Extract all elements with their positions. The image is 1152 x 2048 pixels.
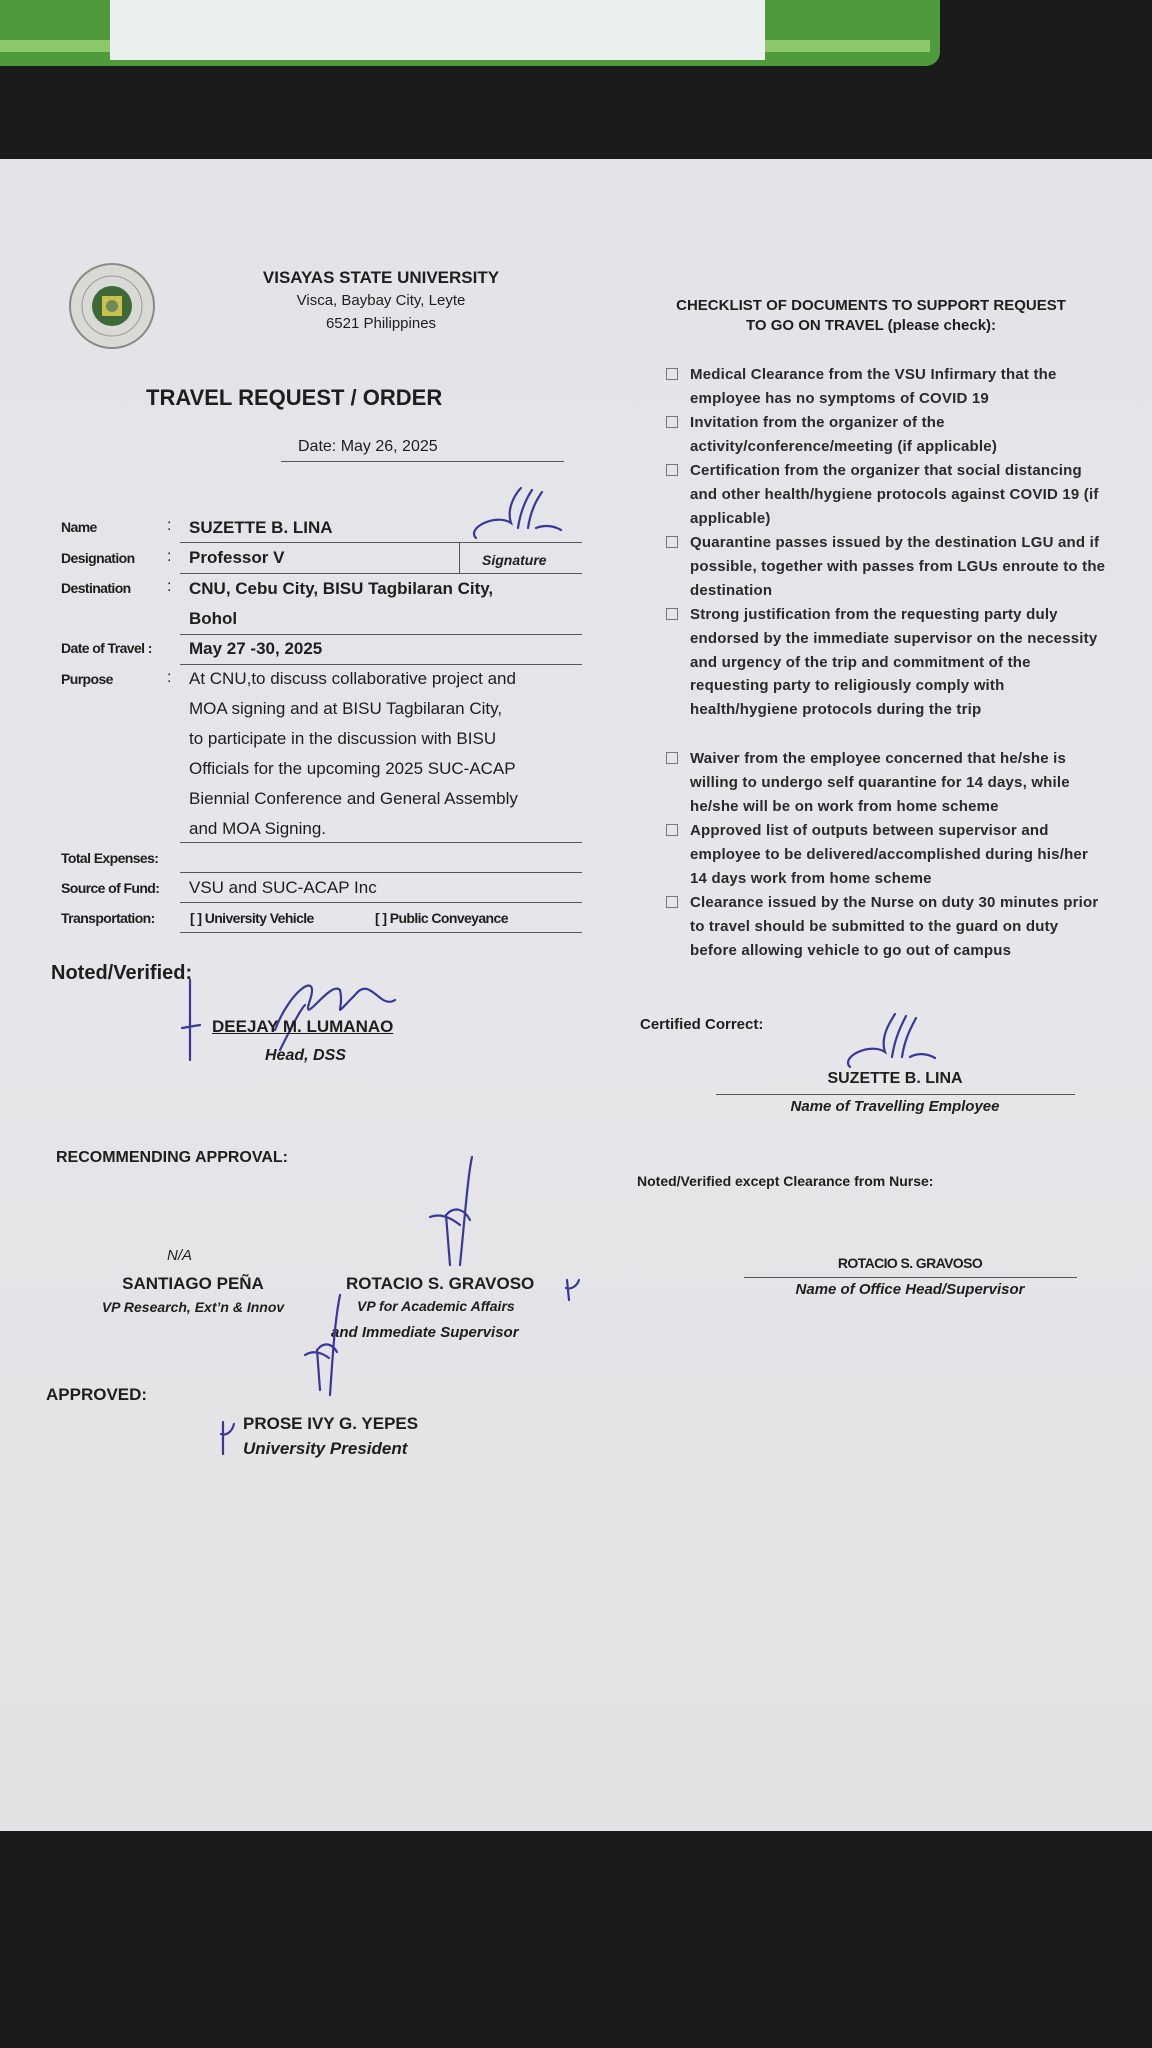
date-of-travel-underline: [180, 664, 582, 665]
form-title: TRAVEL REQUEST / ORDER: [146, 385, 443, 410]
purpose-line: Officials for the upcoming 2025 SUC-ACAP: [189, 759, 516, 778]
date-underline: [281, 461, 564, 462]
dss-head-title: Head, DSS: [265, 1047, 346, 1064]
purpose-line: MOA signing and at BISU Tagbilaran City,: [189, 699, 503, 718]
designation-label: Designation: [61, 550, 135, 566]
destination-label: Destination: [61, 580, 131, 596]
name-value: SUZETTE B. LINA: [189, 518, 333, 537]
checkbox[interactable]: [666, 752, 678, 764]
checklist-item-text: Clearance issued by the Nurse on duty 30 minutes prior to travel should be submitted to the guard on duty before allowing vehicle to go out of campus: [690, 894, 1099, 959]
checklist-item[interactable]: [666, 459, 1106, 530]
destination-line2: Bohol: [189, 609, 238, 628]
president-initial: [218, 1418, 238, 1458]
checklist-item[interactable]: [666, 603, 1106, 722]
university-address-line2: 6521 Philippines: [325, 315, 437, 332]
president-title: University President: [243, 1439, 408, 1458]
certified-employee-name: SUZETTE B. LINA: [827, 1070, 963, 1087]
purpose-underline: [180, 842, 582, 843]
university-seal-icon: [68, 262, 156, 350]
checklist-item[interactable]: [666, 747, 1106, 818]
office-head-caption: Name of Office Head/Supervisor: [795, 1281, 1025, 1298]
destination-underline: [180, 634, 582, 635]
president-name: PROSE IVY G. YEPES: [243, 1414, 419, 1433]
checklist-title-line2: TO GO ON TRAVEL (please check):: [745, 317, 997, 334]
noted-verified-label: Noted/Verified:: [51, 962, 193, 984]
checklist-item[interactable]: [666, 411, 1106, 459]
checklist-item[interactable]: [666, 363, 1106, 411]
certified-caption: Name of Travelling Employee: [790, 1098, 1000, 1115]
total-expenses-label: Total Expenses:: [61, 850, 159, 866]
purpose-line: and MOA Signing.: [189, 819, 327, 838]
president-signature: [295, 1290, 355, 1400]
checklist-item[interactable]: [666, 891, 1106, 962]
recommending-approval-label: RECOMMENDING APPROVAL:: [56, 1149, 288, 1166]
certified-employee-signature: [840, 1012, 940, 1072]
signature-label: Signature: [482, 552, 547, 568]
source-of-fund-label: Source of Fund:: [61, 880, 160, 896]
checklist-item-text: Quarantine passes issued by the destination LGU and if possible, together with passes from LGUs enroute to the destination: [690, 534, 1106, 599]
vpaa-name: ROTACIO S. GRAVOSO: [346, 1274, 535, 1293]
checklist-item-text: Waiver from the employee concerned that he/she is willing to undergo self quarantine for 14 days, while he/she will be on work from home scheme: [690, 750, 1070, 815]
dss-head-name: DEEJAY M. LUMANAO: [212, 1017, 394, 1036]
colon: :: [167, 669, 172, 686]
checkbox[interactable]: [666, 536, 678, 548]
purpose-label: Purpose: [61, 671, 113, 687]
designation-underline: [180, 573, 582, 574]
date-of-travel-value: May 27 -30, 2025: [189, 639, 323, 658]
source-of-fund-underline: [180, 902, 582, 903]
certified-underline: [716, 1094, 1075, 1095]
checklist-item-text: Approved list of outputs between supervisor and employee to be delivered/accomplished during his/her 14 days work from home scheme: [690, 822, 1089, 887]
na-text: N/A: [167, 1247, 193, 1264]
employee-signature: [466, 488, 566, 548]
checkbox[interactable]: [666, 368, 678, 380]
approved-label: APPROVED:: [46, 1385, 148, 1404]
colon: :: [167, 548, 172, 565]
checkbox[interactable]: [666, 416, 678, 428]
certified-correct-label: Certified Correct:: [640, 1016, 764, 1033]
office-head-name: ROTACIO S. GRAVOSO: [837, 1255, 983, 1271]
university-name: VISAYAS STATE UNIVERSITY: [262, 268, 500, 287]
nurse-noted-label: Noted/Verified except Clearance from Nurse:: [637, 1173, 934, 1189]
checkbox[interactable]: [666, 464, 678, 476]
transportation-underline: [180, 932, 582, 933]
checklist-item-text: Medical Clearance from the VSU Infirmary that the employee has no symptoms of COVID 19: [690, 366, 1057, 407]
name-label: Name: [61, 519, 97, 535]
checklist-title-line1: CHECKLIST OF DOCUMENTS TO SUPPORT REQUEST: [676, 297, 1066, 314]
colon: :: [167, 578, 172, 595]
purpose-line: At CNU,to discuss collaborative project and: [189, 669, 516, 688]
vpaa-initial: [563, 1276, 583, 1306]
paper-sheet-behind: [110, 0, 765, 60]
transportation-label: Transportation:: [61, 910, 155, 926]
signature-divider: [459, 542, 460, 573]
transport-option-public-conveyance[interactable]: [ ] Public Conveyance: [375, 910, 508, 926]
vpaa-title-line2: and Immediate Supervisor: [331, 1324, 519, 1341]
vp-research-title: VP Research, Ext’n & Innov: [101, 1299, 285, 1315]
transport-option-university-vehicle[interactable]: [ ] University Vehicle: [190, 910, 314, 926]
colon: :: [167, 517, 172, 534]
checklist-item-text: Invitation from the organizer of the activity/conference/meeting (if applicable): [690, 414, 998, 455]
destination-line1: CNU, Cebu City, BISU Tagbilaran City,: [189, 579, 494, 598]
purpose-line: to participate in the discussion with BISU: [189, 729, 497, 748]
checklist-item-text: Strong justification from the requesting party duly endorsed by the immediate supervisor on the necessity and urgency of the trip and commitment of the requesting party to religiously comply with health/hygiene protocols during the trip: [690, 606, 1098, 719]
date-of-travel-label: Date of Travel :: [61, 640, 152, 656]
university-address-line1: Visca, Baybay City, Leyte: [296, 292, 466, 309]
vp-research-name: SANTIAGO PEÑA: [122, 1274, 264, 1293]
checklist-item[interactable]: [666, 531, 1106, 602]
vpaa-signature: [410, 1155, 490, 1275]
checkbox[interactable]: [666, 896, 678, 908]
total-expenses-underline: [180, 872, 582, 873]
checklist-item[interactable]: [666, 819, 1106, 890]
source-of-fund-value: VSU and SUC-ACAP Inc: [189, 878, 377, 897]
request-date: Date: May 26, 2025: [298, 438, 438, 455]
purpose-line: Biennial Conference and General Assembly: [189, 789, 518, 808]
checkbox[interactable]: [666, 824, 678, 836]
checklist-item-text: Certification from the organizer that social distancing and other health/hygiene protocols against COVID 19 (if applicable): [690, 462, 1099, 527]
checkbox[interactable]: [666, 608, 678, 620]
designation-value: Professor V: [189, 548, 285, 567]
office-head-underline: [744, 1277, 1077, 1278]
vpaa-title-line1: VP for Academic Affairs: [357, 1298, 515, 1314]
